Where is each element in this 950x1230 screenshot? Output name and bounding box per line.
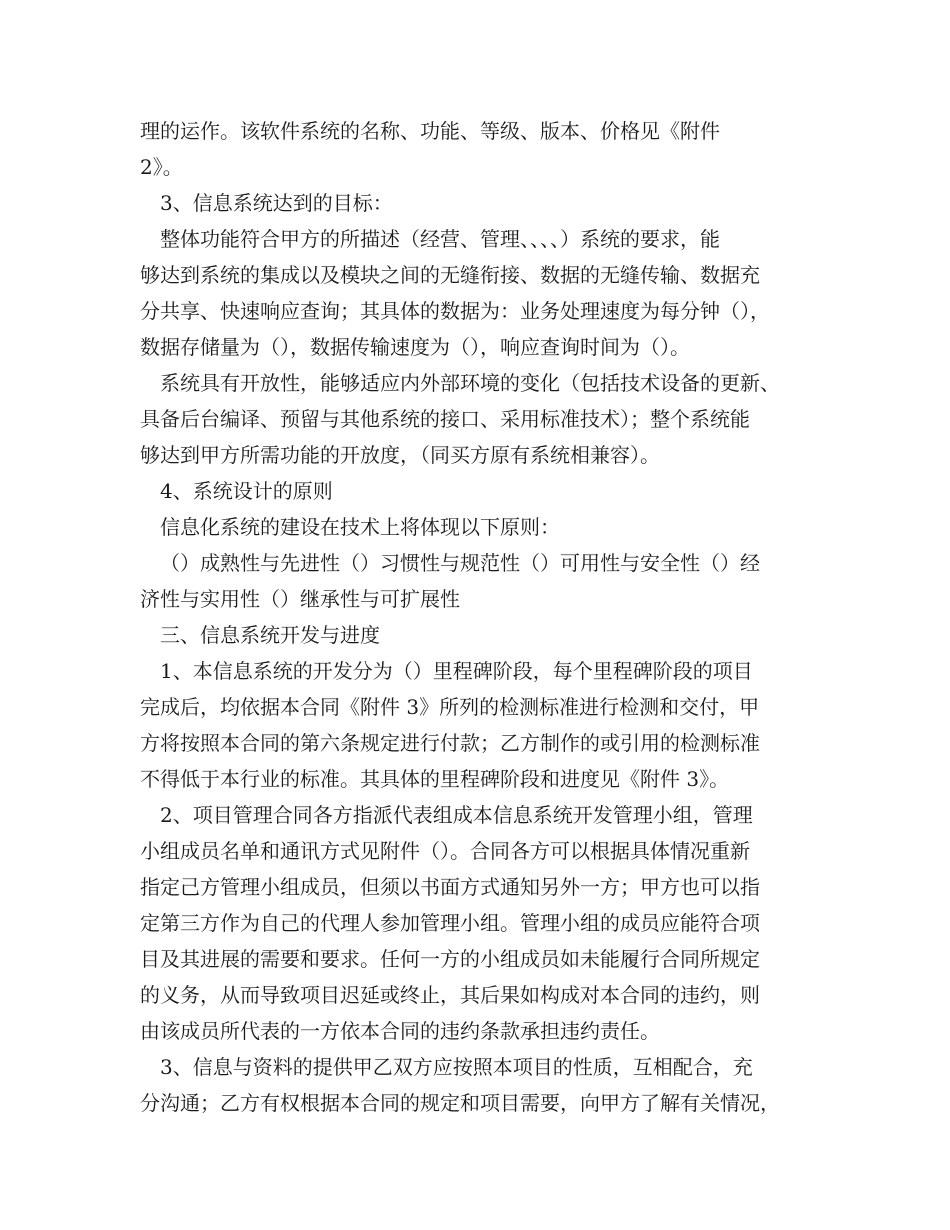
paragraph-line: 具备后台编译、预留与其他系统的接口、采用标准技术）；整个系统能 (140, 407, 750, 431)
paragraph-line: 分共享、快速响应查询；其具体的数据为：业务处理速度为每分钟（）， (140, 299, 770, 323)
paragraph-line: 的义务，从而导致项目迟延或终止，其后果如构成对本合同的违约，则 (140, 983, 760, 1007)
paragraph-line: 方将按照本合同的第六条规定进行付款；乙方制作的或引用的检测标准 (140, 731, 760, 755)
paragraph-line: 三、信息系统开发与进度 (160, 623, 380, 647)
paragraph-line: 数据存储量为（），数据传输速度为（），响应查询时间为（）。 (140, 335, 690, 359)
paragraph-line: 整体功能符合甲方的所描述（经营、管理、、、、）系统的要求，能 (160, 227, 720, 251)
paragraph-line: （）成熟性与先进性（）习惯性与规范性（）可用性与安全性（）经 (160, 551, 760, 575)
paragraph-line: 3、信息系统达到的目标： (160, 191, 393, 215)
paragraph-line: 小组成员名单和通讯方式见附件（）。合同各方可以根据具体情况重新 (140, 839, 750, 863)
paragraph-line: 2、项目管理合同各方指派代表组成本信息系统开发管理小组，管理 (160, 803, 753, 827)
paragraph-line: 信息化系统的建设在技术上将体现以下原则： (160, 515, 560, 539)
paragraph-line: 够达到系统的集成以及模块之间的无缝衔接、数据的无缝传输、数据充 (140, 263, 760, 287)
paragraph-line: 由该成员所代表的一方依本合同的违约条款承担违约责任。 (140, 1019, 660, 1043)
paragraph-line: 3、信息与资料的提供甲乙双方应按照本项目的性质，互相配合，充 (160, 1055, 753, 1079)
paragraph-line: 不得低于本行业的标准。其具体的里程碑阶段和进度见《附件 3》。 (140, 767, 730, 791)
paragraph-line: 定第三方作为自己的代理人参加管理小组。管理小组的成员应能符合项 (140, 911, 760, 935)
paragraph-line: 1、本信息系统的开发分为（）里程碑阶段，每个里程碑阶段的项目 (160, 659, 753, 683)
paragraph-line: 系统具有开放性，能够适应内外部环境的变化（包括技术设备的更新、 (160, 371, 780, 395)
paragraph-line: 2》。 (140, 155, 183, 179)
document-body (140, 113, 820, 1121)
paragraph-line: 4、系统设计的原则 (160, 479, 333, 503)
paragraph-line: 分沟通；乙方有权根据本合同的规定和项目需要，向甲方了解有关情况， (140, 1091, 780, 1115)
paragraph-line: 目及其进展的需要和要求。任何一方的小组成员如未能履行合同所规定 (140, 947, 760, 971)
paragraph-line: 够达到甲方所需功能的开放度，（同买方原有系统相兼容）。 (140, 443, 660, 467)
paragraph-line: 完成后，均依据本合同《附件 3》所列的检测标准进行检测和交付，甲 (140, 695, 760, 719)
paragraph-line: 理的运作。该软件系统的名称、功能、等级、版本、价格见《附件 (140, 119, 720, 143)
paragraph-line: 济性与实用性（）继承性与可扩展性 (140, 587, 460, 611)
paragraph-line: 指定己方管理小组成员，但须以书面方式通知另外一方；甲方也可以指 (140, 875, 760, 899)
